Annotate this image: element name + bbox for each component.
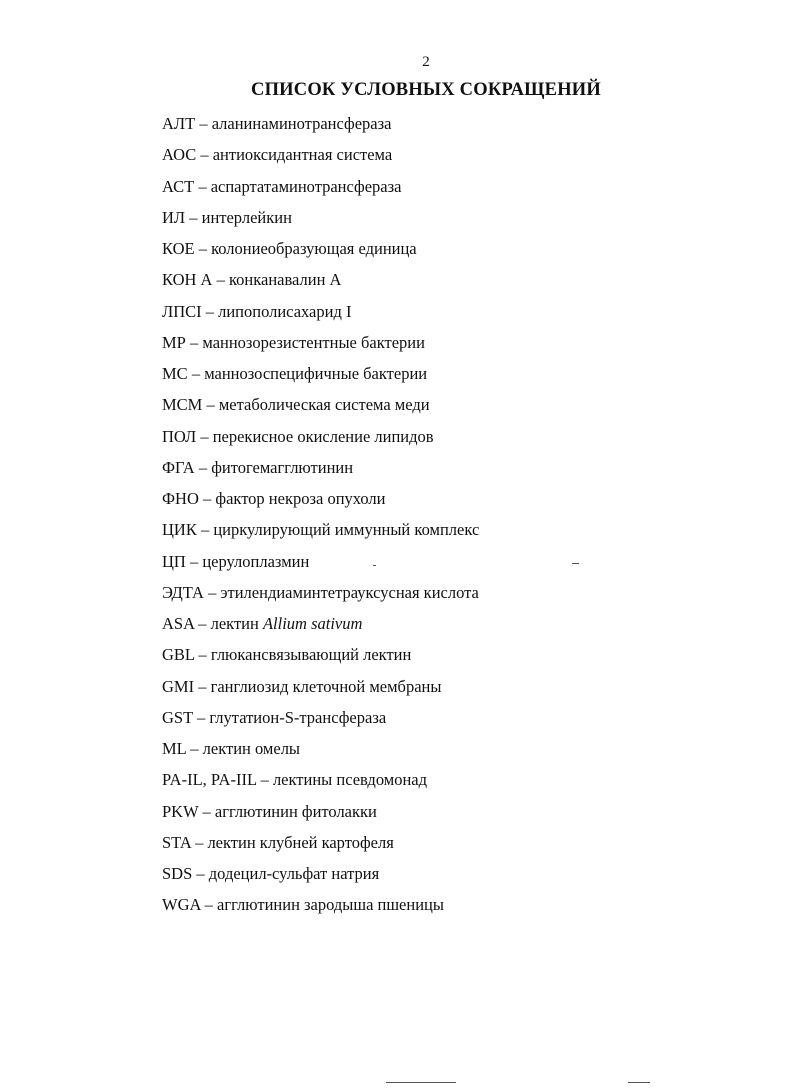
list-item: [162, 332, 722, 363]
abbreviation: АСТ: [162, 176, 195, 196]
list-item: [162, 707, 722, 738]
abbreviation: ИЛ: [162, 207, 186, 227]
list-item: [162, 894, 722, 925]
abbreviation: ФНО: [162, 489, 199, 508]
definition: глутатион-S-трансфераза: [209, 707, 387, 727]
separator: –: [194, 614, 211, 633]
list-item: [162, 176, 722, 207]
list-item: [162, 394, 722, 425]
separator: –: [198, 489, 216, 508]
definition: церулоплазмин: [202, 551, 310, 571]
separator: –: [185, 332, 203, 352]
definition: лектин клубней картофеля: [207, 832, 394, 852]
scan-mark: [373, 565, 376, 566]
separator: –: [212, 270, 229, 290]
definition: лектин: [210, 614, 263, 633]
list-item: [162, 301, 722, 332]
list-item: [162, 113, 722, 144]
abbreviation: МР: [162, 332, 186, 352]
abbreviation: КОН А: [162, 270, 213, 290]
separator: –: [190, 832, 208, 852]
definition: метаболическая система меди: [218, 395, 430, 415]
list-item: [162, 144, 722, 175]
scan-mark: [628, 1082, 650, 1083]
abbreviation: GST: [162, 707, 193, 727]
definition: аспартатаминотрансфераза: [210, 176, 402, 196]
abbreviation: КОЕ: [162, 239, 195, 258]
definition: агглютинин зародыша пшеницы: [217, 895, 444, 915]
definition: липополисахарид I: [218, 301, 352, 321]
abbreviation: МСМ: [162, 395, 203, 415]
page-number: 2: [422, 54, 430, 70]
separator: –: [196, 520, 214, 540]
latin-name: Allium sativum: [262, 614, 363, 633]
page-title: СПИСОК УСЛОВНЫХ СОКРАЩЕНИЙ: [251, 80, 601, 100]
separator: –: [185, 551, 203, 571]
abbreviation: GBL: [162, 645, 195, 665]
separator: –: [194, 239, 212, 258]
separator: –: [192, 864, 209, 883]
list-item: [162, 801, 722, 832]
abbreviation: ASA: [162, 614, 195, 633]
abbreviation: PKW: [162, 801, 199, 821]
separator: –: [256, 770, 273, 790]
definition: ганглиозид клеточной мембраны: [210, 676, 442, 696]
separator: –: [194, 176, 211, 196]
abbreviation-list: [162, 113, 722, 926]
list-item: [162, 519, 722, 550]
separator: –: [195, 114, 212, 133]
abbreviation: ЦИК: [162, 520, 197, 540]
separator: –: [196, 145, 213, 165]
definition: этилендиаминтетрауксусная кислота: [220, 582, 479, 602]
definition: интерлейкин: [201, 207, 292, 227]
list-item: [162, 238, 722, 269]
list-item: [162, 269, 722, 300]
abbreviation: PA-IL, PA-IIL: [162, 770, 257, 790]
separator: –: [185, 207, 202, 227]
abbreviation: WGA: [162, 895, 201, 915]
list-item: [162, 769, 722, 800]
separator: –: [192, 707, 210, 727]
definition: конканавалин А: [228, 270, 342, 290]
definition: антиоксидантная система: [212, 145, 393, 165]
list-item: [162, 457, 722, 488]
definition: агглютинин фитолакки: [214, 801, 377, 821]
abbreviation: ФГА: [162, 457, 195, 477]
abbreviation: ML: [162, 739, 187, 758]
abbreviation: STA: [162, 832, 191, 852]
abbreviation: АЛТ: [162, 114, 196, 133]
separator: –: [202, 395, 219, 415]
definition: фитогемагглютинин: [211, 457, 354, 477]
definition: аланинаминотрансфераза: [211, 114, 392, 133]
list-item: [162, 488, 722, 519]
separator: –: [196, 426, 213, 446]
abbreviation: АОС: [162, 145, 197, 165]
list-item: [162, 863, 722, 894]
separator: –: [200, 895, 217, 915]
abbreviation: МС: [162, 364, 188, 383]
list-item: [162, 426, 722, 457]
separator: –: [186, 739, 203, 758]
abbreviation: GMI: [162, 676, 195, 696]
abbreviation: ПОЛ: [162, 426, 197, 446]
definition: маннозоспецифичные бактерии: [204, 364, 428, 383]
scan-mark: [386, 1082, 456, 1083]
abbreviation: ЭДТА: [162, 582, 204, 602]
definition: додецил-сульфат натрия: [208, 864, 380, 883]
list-item: [162, 738, 722, 769]
definition: перекисное окисление липидов: [212, 426, 434, 446]
definition: циркулирующий иммунный комплекс: [213, 520, 480, 540]
list-item: [162, 676, 722, 707]
scan-mark: [572, 563, 579, 564]
separator: –: [194, 457, 212, 477]
list-item: [162, 644, 722, 675]
definition: лектин омелы: [202, 739, 301, 758]
list-item: [162, 582, 722, 613]
list-item: [162, 207, 722, 238]
separator: –: [187, 364, 205, 383]
separator: –: [201, 301, 219, 321]
list-item: [162, 613, 722, 644]
abbreviation: ЛПСI: [162, 301, 202, 321]
list-item: [162, 832, 722, 863]
definition: маннозорезистентные бактерии: [202, 332, 425, 352]
definition: глюкансвязывающий лектин: [210, 645, 412, 665]
definition: колониеобразующая единица: [211, 239, 417, 258]
list-item: [162, 551, 722, 582]
abbreviation: SDS: [162, 864, 193, 883]
separator: –: [194, 676, 211, 696]
separator: –: [198, 801, 215, 821]
abbreviation: ЦП: [162, 551, 186, 571]
list-item: [162, 363, 722, 394]
definition: лектины псевдомонад: [272, 770, 428, 790]
definition: фактор некроза опухоли: [215, 489, 386, 508]
separator: –: [194, 645, 211, 665]
separator: –: [203, 582, 221, 602]
